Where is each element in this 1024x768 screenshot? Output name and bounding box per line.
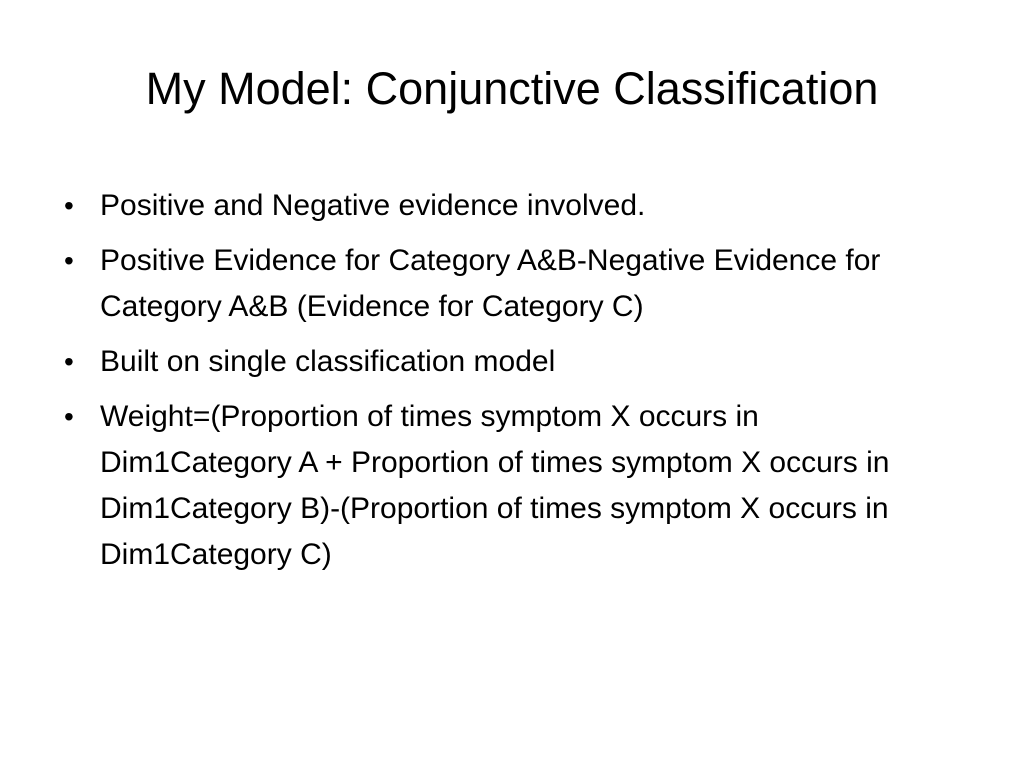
bullet-list [58,183,938,587]
bullet-text: Positive and Negative evidence involved. [100,189,646,222]
bullet-item [58,238,938,330]
bullet-text: Built on single classification model [100,345,556,378]
slide-title: My Model: Conjunctive Classification [145,63,879,114]
bullet-icon: • [64,245,74,276]
bullet-text: Weight=(Proportion of times symptom X occurs in Dim1Category A + Proportion of times symptom X occurs in Dim1Category B)-(Proportion of times symptom X occurs in Dim1Category C) [100,400,890,571]
bullet-text: Positive Evidence for Category A&B-Negative Evidence for Category A&B (Evidence for Category C) [100,244,881,323]
bullet-item [58,394,938,578]
bullet-icon: • [64,190,74,221]
bullet-item [58,339,938,385]
bullet-icon: • [64,346,74,377]
bullet-item [58,183,938,229]
bullet-icon: • [64,401,74,432]
